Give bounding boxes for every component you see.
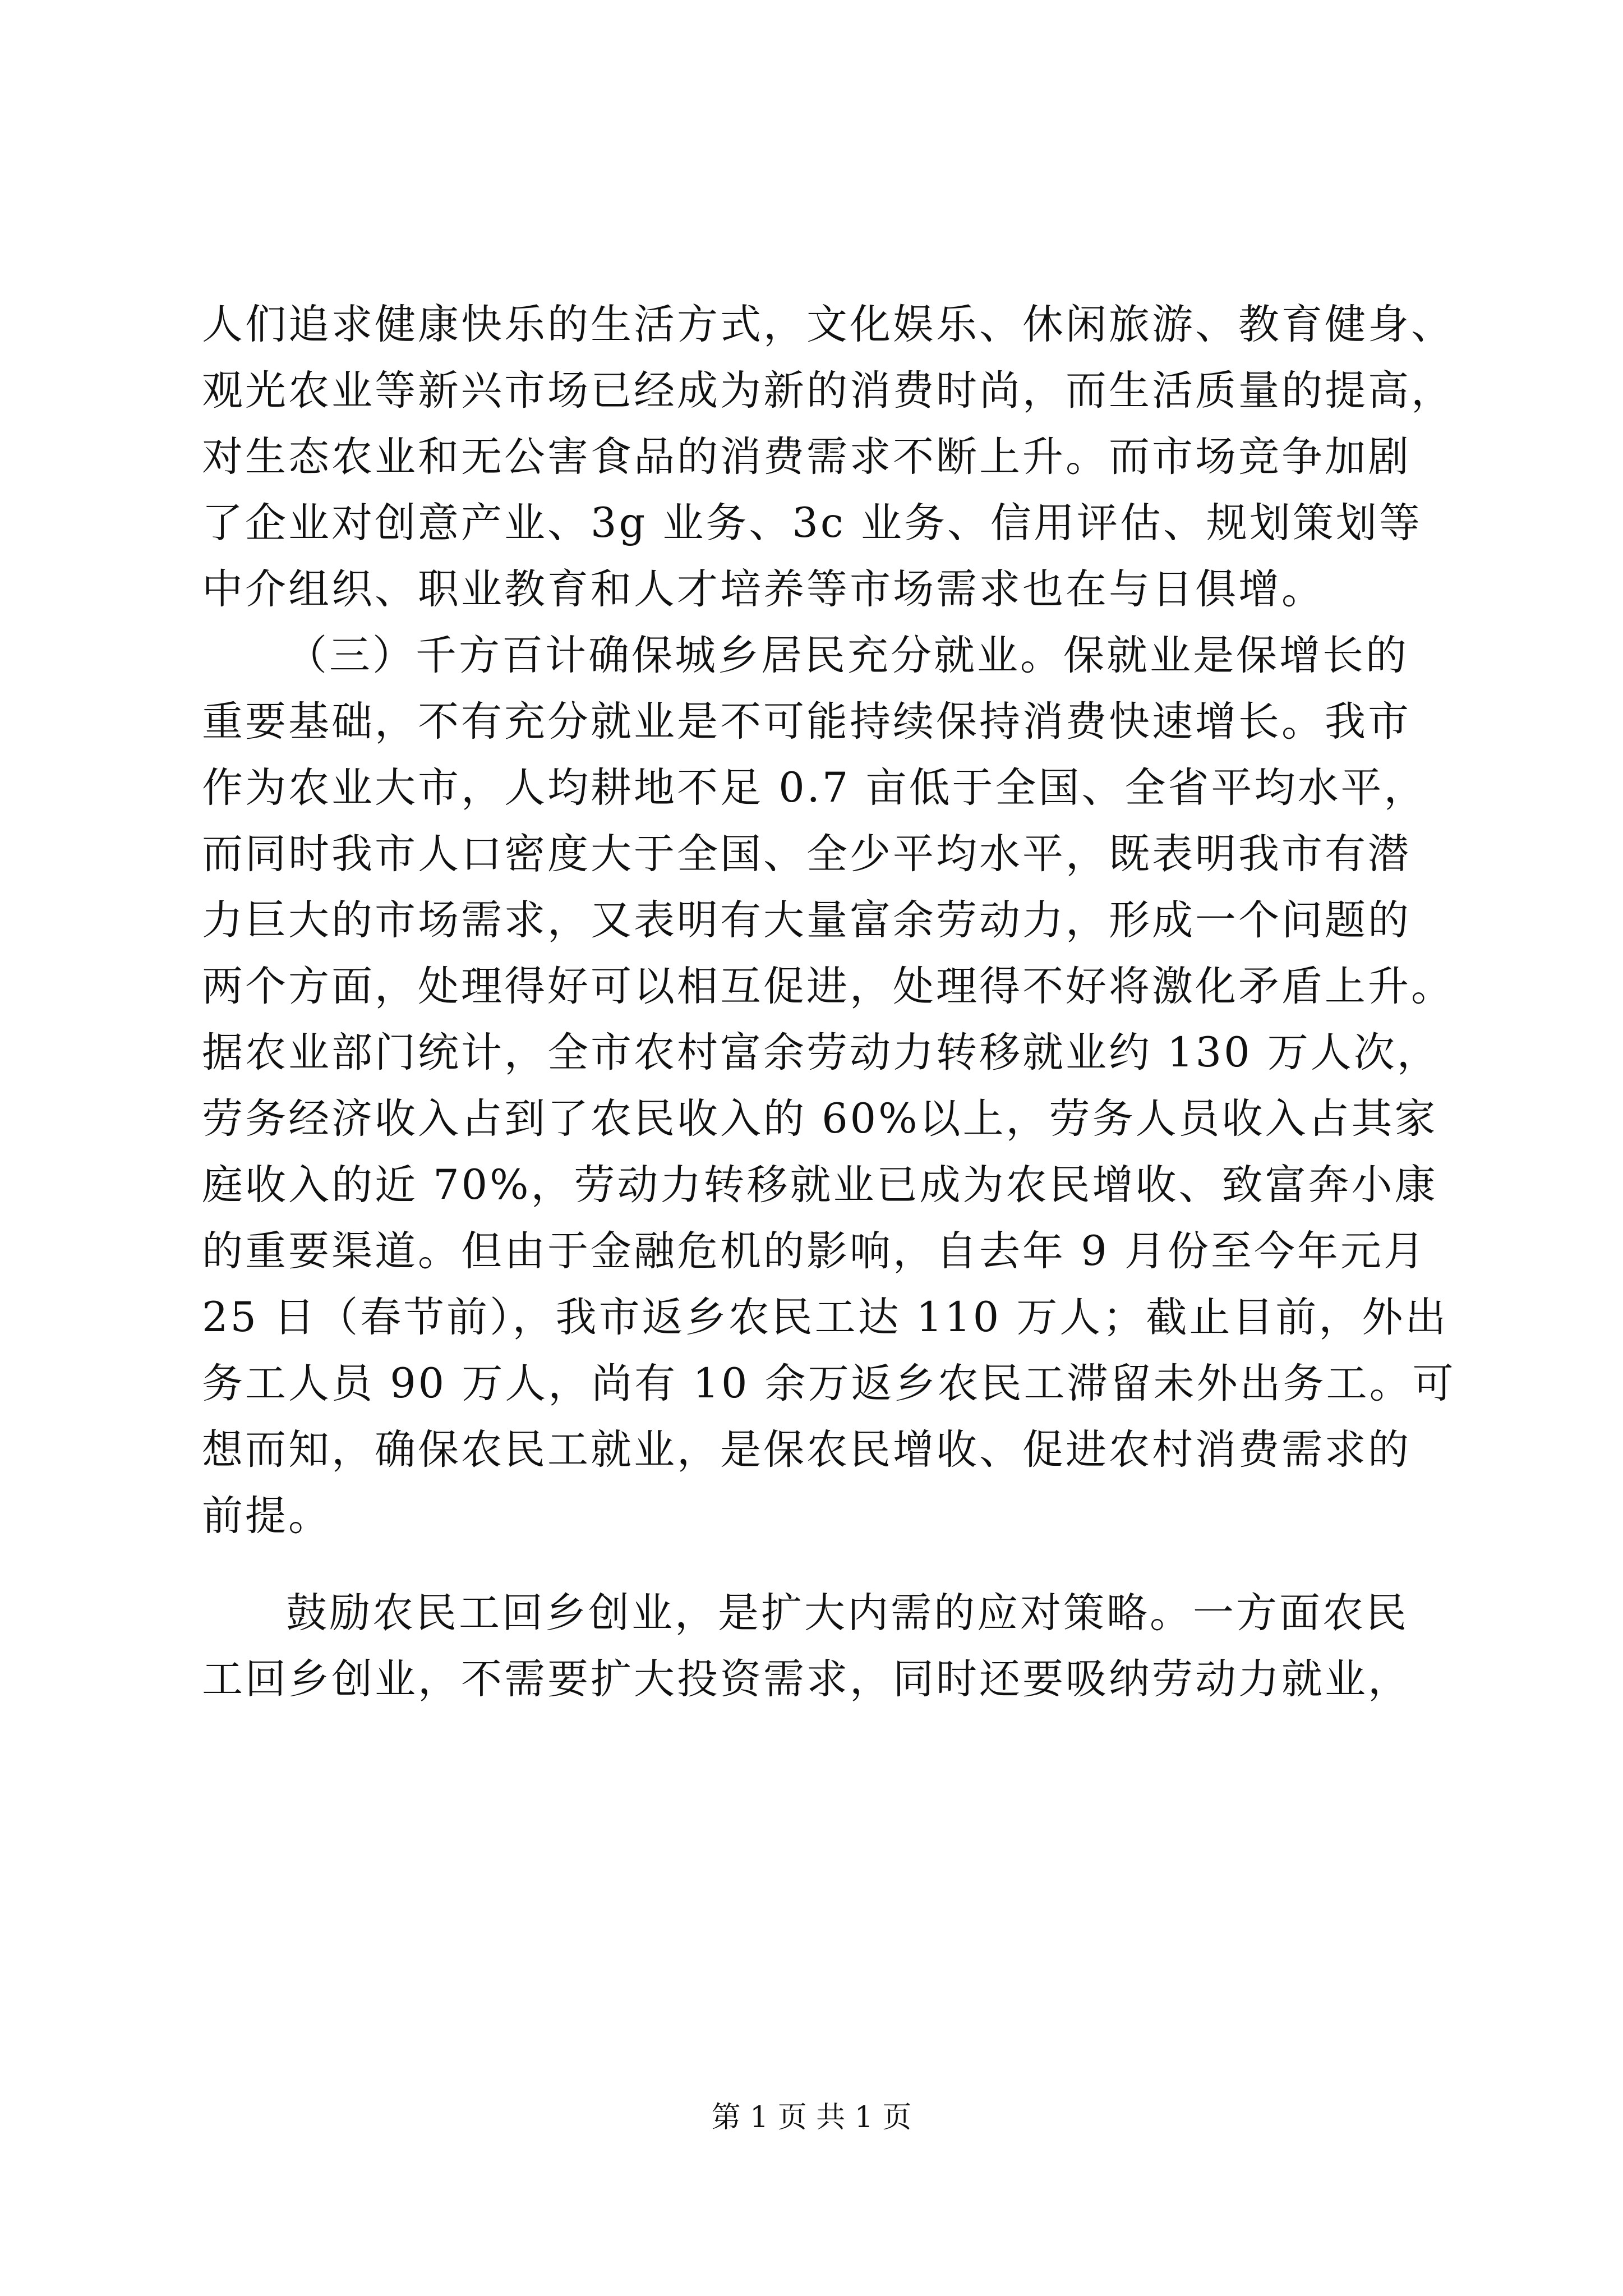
- body-text: [202, 292, 1486, 1713]
- text-line: 中介组织、职业教育和人才培养等市场需求也在与日俱增。: [202, 565, 1325, 613]
- text-line: 对生态农业和无公害食品的消费需求不断上升。而市场竞争加剧: [202, 433, 1411, 481]
- text-line: 观光农业等新兴市场已经成为新的消费时尚，而生活质量的提高，: [202, 367, 1454, 415]
- text-line: 工回乡创业，不需要扩大投资需求，同时还要吸纳劳动力就业，: [202, 1655, 1411, 1703]
- text-line: 人们追求健康快乐的生活方式，文化娱乐、休闲旅游、教育健身、: [202, 301, 1454, 348]
- paragraph-start-line: （三）千方百计确保城乡居民充分就业。保就业是保增长的: [286, 632, 1409, 679]
- text-line: 而同时我市人口密度大于全国、全少平均水平，既表明我市有潜: [202, 830, 1411, 878]
- text-line: 了企业对创意产业、3g 业务、3c 业务、信用评估、规划策划等: [202, 499, 1422, 547]
- text-line: 两个方面，处理得好可以相互促进，处理得不好将激化矛盾上升。: [202, 963, 1454, 1010]
- text-line: 25 日（春节前），我市返乡农民工达 110 万人；截止目前，外出: [202, 1294, 1449, 1341]
- text-line: 务工人员 90 万人，尚有 10 余万返乡农民工滞留未外出务工。可: [202, 1360, 1456, 1407]
- text-line: 据农业部门统计，全市农村富余劳动力转移就业约 130 万人次，: [202, 1029, 1440, 1076]
- text-line: 想而知，确保农民工就业，是保农民增收、促进农村消费需求的: [202, 1426, 1411, 1474]
- text-line: 的重要渠道。但由于金融危机的影响，自去年 9 月份至今年元月: [202, 1227, 1427, 1275]
- text-line: 劳务经济收入占到了农民收入的 60%以上，劳务人员收入占其家: [202, 1095, 1438, 1143]
- text-line: 力巨大的市场需求，又表明有大量富余劳动力，形成一个问题的: [202, 896, 1411, 944]
- text-line: 庭收入的近 70%，劳动力转移就业已成为农民增收、致富奔小康: [202, 1161, 1438, 1209]
- page-footer: 第 1 页 共 1 页: [711, 2101, 912, 2134]
- text-line: 作为农业大市，人均耕地不足 0.7 亩低于全国、全省平均水平，: [202, 764, 1427, 812]
- text-line: 重要基础，不有充分就业是不可能持续保持消费快速增长。我市: [202, 698, 1411, 746]
- paragraph-start-line: 鼓励农民工回乡创业，是扩大内需的应对策略。一方面农民: [286, 1589, 1409, 1637]
- text-line: 前提。: [202, 1492, 331, 1540]
